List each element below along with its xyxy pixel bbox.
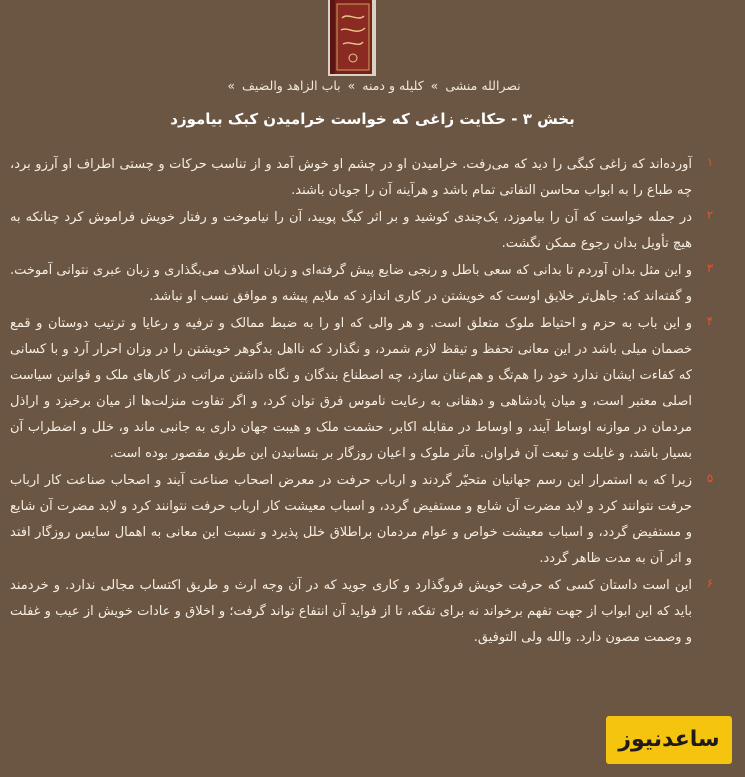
breadcrumb-separator: » xyxy=(227,78,235,93)
page-title: بخش ۳ - حکایت زاغی که خواست خرامیدن کبک بیاموزد xyxy=(170,110,575,128)
paragraph-text: این است داستان کسی که حرفت خویش فروگذارد و کاری جوید که در آن وجه ارث و طریق اکتساب مجالی ندارد. و خردمند باید که این ابواب از جهت تفهم برخواند نه برای تفکه، تا از فواید آن انتفاع تواند گرفت؛ و اخلاق و عادات خویش از عیب و غفلت و وصمت مصون دارد. والله ولی التوفیق. xyxy=(10,578,692,645)
paragraph xyxy=(10,468,728,572)
breadcrumb-author[interactable]: نصرالله منشی xyxy=(445,78,521,93)
paragraph-number[interactable]: ۴ xyxy=(706,314,714,328)
breadcrumb-separator: » xyxy=(430,78,439,93)
paragraph-text: زیرا که به استمرار این رسم جهانیان متحیّر گردند و ارباب حرفت در معرض اصحاب صناعت آیند و اصحاب صناعت کار ارباب حرفت نتوانند کرد و لابد مضرت آن شایع و مستفیض گردد، و اسباب معیشت کار ارباب حرفت نتوانند کرد و لابد مضرت آن شایع و مستفیض گردد، و اسباب معیشت خواص و عوام مردمان براطلاق خلل پذیرد و نسبت این معانی به اهمال سایس روزگار افتد و اثر آن به مدت ظاهر گردد. xyxy=(10,473,692,566)
paragraph-number[interactable]: ۱ xyxy=(706,155,714,169)
paragraph-text: و این باب به حزم و احتیاط ملوک متعلق است. و هر والی که او را به ضبط ممالک و ترفیه و رعایا و ترتیب دوستان و قمع خصمان میلی باشد در این معانی تحفظ و تیقظ لازم شمرد، و نگذارد که نااهل بدگوهر خویشتن را در وزان احرار آرد و با کسانی که کفاءت ایشان ندارد خود را هم‌تگ و هم‌عنان سازد، چه اصطناع بندگان و نگاه داشتن مراتب در کارهای ملک و قوانین سیاست اصلی معتبر است، و میان پادشاهی و دهقانی به رعایت ناموس فرق توان کرد، و اگر تفاوت منزلت‌ها از میان برخیزد و اراذل مردمان در موازنه اوساط آیند، و اوساط در مقابله اکابر، حشمت ملک و هیبت جهان داری به جانبی ماند و، خلل و اضطراب آن بسیار باشد، و غایلت و تبعت آن فراوان. مآثر ملوک و اعیان روزگار بر بتسانیدن این طریق مقصور بوده است. xyxy=(10,316,692,461)
paragraph-number[interactable]: ۵ xyxy=(706,471,714,485)
breadcrumb-separator: » xyxy=(347,78,356,93)
paragraph xyxy=(10,152,728,204)
paragraph xyxy=(10,311,728,467)
breadcrumb-chapter[interactable]: باب الزاهد والضیف xyxy=(241,78,341,93)
breadcrumb-book[interactable]: کلیله و دمنه xyxy=(362,78,424,93)
book-cover-icon xyxy=(328,0,376,76)
paragraph-number[interactable]: ۲ xyxy=(706,208,714,222)
paragraph-text: آورده‌اند که زاغی کبگی را دید که می‌رفت. خرامیدن او در چشم او خوش آمد و از تناسب حرکات و چستی اطراف او آرزو برد، چه طباع را به ابواب محاسن التفاتی تمام باشد و هرآینه آن را جویان باشند. xyxy=(10,157,692,198)
paragraph xyxy=(10,573,728,651)
site-logo: ساعدنیوز xyxy=(606,716,732,764)
paragraph-number[interactable]: ۳ xyxy=(706,261,714,275)
poem-content xyxy=(10,152,728,652)
paragraph xyxy=(10,258,728,310)
paragraph xyxy=(10,205,728,257)
book-cover-image xyxy=(328,0,376,76)
paragraph-text: در جمله خواست که آن را بیاموزد، یک‌چندی کوشید و بر اثر کبگ پویید، آن را نیاموخت و رفتار خویش فراموش کرد چنانکه به هیچ تأویل بدان رجوع ممکن نگشت. xyxy=(10,210,692,251)
paragraph-text: و این مثل بدان آوردم تا بدانی که سعی باطل و رنجی ضایع پیش گرفته‌ای و زبان اسلاف می‌بگذاری و زبان عبری نتوانی آموخت. و گفته‌اند که: جاهل‌تر خلایق اوست که خویشتن در کاری اندازد که ملایم پیشه و موافق نسب او نباشد. xyxy=(10,263,692,304)
paragraph-number[interactable]: ۶ xyxy=(706,576,714,590)
breadcrumb xyxy=(0,78,745,93)
